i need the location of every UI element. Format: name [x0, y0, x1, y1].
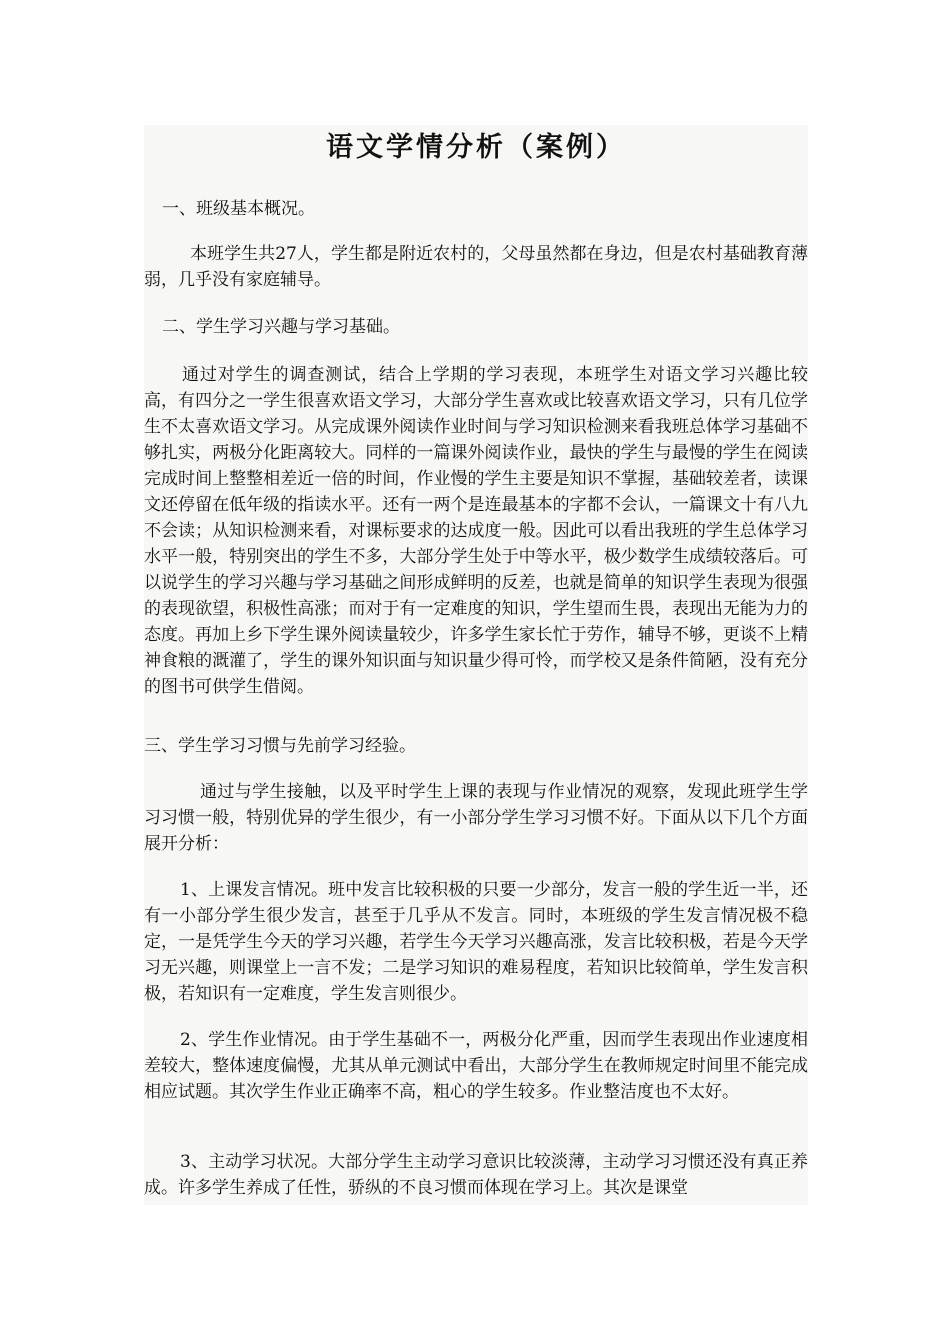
document-title: 语文学情分析（案例）: [326, 132, 626, 163]
paragraph-class-participation: 1、上课发言情况。班中发言比较积极的只要一少部分，发言一般的学生近一半，还有一小部分学生很少发言，甚至于几乎从不发言。同时，本班级的学生发言情况极不稳定，一是凭学生今天的学习兴趣，若学生今天学习兴趣高涨，发言比较积极，若是今天学习无兴趣，则课堂上一言不发；二是学习知识的难易程度，若知识比较简单，学生发言积极，若知识有一定难度，学生发言则很少。: [144, 880, 808, 1004]
paragraph-learning-interest: 通过对学生的调查测试，结合上学期的学习表现，本班学生对语文学习兴趣比较高，有四分之一学生很喜欢语文学习，大部分学生喜欢或比较喜欢语文学习，只有几位学生不太喜欢语文学习。从完成课外阅读作业时间与学习知识检测来看我班总体学习基础不够扎实，两极分化距离较大。同样的一篇课外阅读作业，最快的学生与最慢的学生在阅读完成时间上整整相差近一倍的时间，作业慢的学生主要是知识不掌握，基础较差者，读课文还停留在低年级的指读水平。还有一两个是连最基本的字都不会认，一篇课文十有八九不会读；从知识检测来看，对课标要求的达成度一般。因此可以看出我班的学生总体学习水平一般，特别突出的学生不多，大部分学生处于中等水平，极少数学生成绩较落后。可以说学生的学习兴趣与学习基础之间形成鲜明的反差，也就是简单的知识学生表现为很强的表现欲望，积极性高涨；而对于有一定难度的知识，学生望而生畏，表现出无能为力的态度。再加上乡下学生课外阅读量较少，许多学生家长忙于劳作，辅导不够，更谈不上精神食粮的溉灌了，学生的课外知识面与知识量少得可怜，而学校又是条件简陋，没有充分的图书可供学生借阅。: [144, 365, 808, 697]
section-heading-learning-interest: 二、学生学习兴趣与学习基础。: [162, 317, 400, 337]
section-heading-learning-habits: 三、学生学习习惯与先前学习经验。: [144, 736, 416, 756]
paragraph-learning-habits-intro: 通过与学生接触，以及平时学生上课的表现与作业情况的观察，发现此班学生学习习惯一般，特别优异的学生很少，有一小部分学生学习习惯不好。下面从以下几个方面展开分析：: [144, 782, 808, 854]
section-heading-class-overview: 一、班级基本概况。: [162, 199, 315, 219]
paragraph-self-study: 3、主动学习状况。大部分学生主动学习意识比较淡薄，主动学习习惯还没有真正养成。许多学生养成了任性，骄纵的不良习惯而体现在学习上。其次是课堂: [144, 1152, 808, 1198]
paragraph-homework: 2、学生作业情况。由于学生基础不一，两极分化严重，因而学生表现出作业速度相差较大，整体速度偏慢，尤其从单元测试中看出，大部分学生在教师规定时间里不能完成相应试题。其次学生作业正确率不高，粗心的学生较多。作业整洁度也不太好。: [144, 1030, 808, 1102]
paragraph-class-overview: 本班学生共27人，学生都是附近农村的，父母虽然都在身边，但是农村基础教育薄弱，几乎没有家庭辅导。: [144, 244, 808, 290]
